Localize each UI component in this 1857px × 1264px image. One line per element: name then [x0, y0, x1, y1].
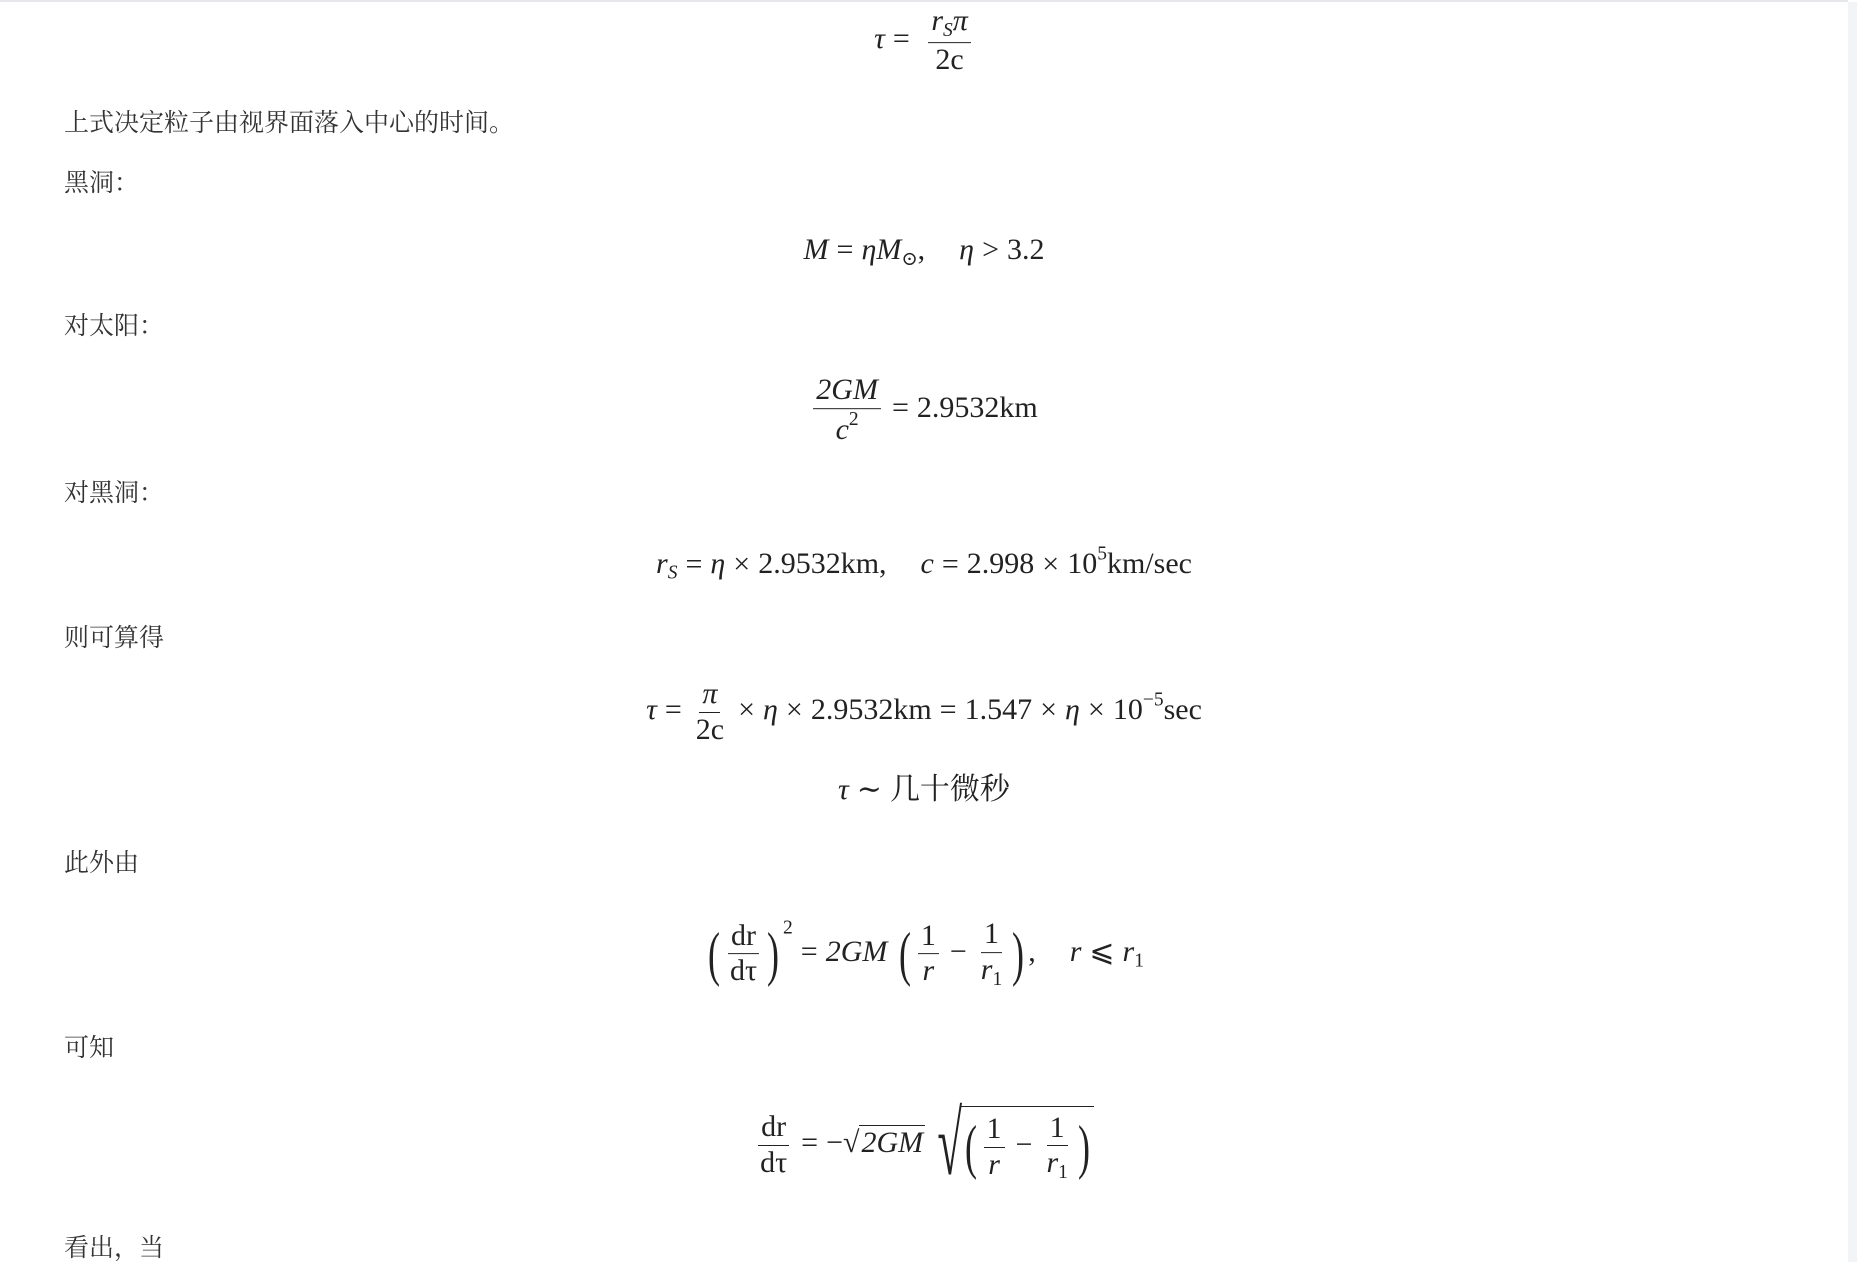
r: r [1069, 934, 1082, 968]
ten: 10 [1112, 692, 1143, 726]
coefficient: 2GM [825, 934, 888, 968]
equation-dr-dtau [64, 1095, 1784, 1194]
label-for-black-hole: 对黑洞： [64, 478, 165, 507]
times: × [1040, 692, 1058, 726]
fraction [918, 919, 939, 989]
r: r [1122, 934, 1135, 968]
fraction [978, 917, 1005, 991]
denominator: dτ [730, 954, 758, 988]
tau: τ [646, 692, 657, 726]
minus: − [826, 1125, 844, 1159]
left-paren: ( [898, 920, 911, 987]
M: M [803, 233, 829, 267]
equals: = [941, 546, 959, 580]
equation-dr-dtau-squared [64, 917, 1784, 991]
numerator: 2GM [813, 373, 881, 409]
similar: ∼ [856, 773, 882, 806]
less-equal: ⩽ [1089, 934, 1115, 968]
equation-tau-value [64, 677, 1784, 747]
numerator: dr [728, 919, 759, 955]
right-paren: ) [1012, 920, 1025, 987]
fraction [1043, 1111, 1070, 1185]
exponent: 5 [1097, 543, 1107, 565]
value: 2.9532km [810, 692, 932, 726]
value: 2.9532km, [758, 546, 887, 580]
equals: = [939, 692, 957, 726]
greater-than: > [982, 233, 999, 267]
subscript: 1 [1134, 950, 1144, 972]
times: × [1042, 546, 1060, 580]
right-paren: ) [767, 920, 780, 987]
equation-tau-fall-time [64, 4, 1784, 78]
times: × [1087, 692, 1105, 726]
value: 1.547 [964, 692, 1033, 726]
equals: = [892, 21, 910, 55]
unit: km/sec [1106, 546, 1192, 580]
label-black-hole: 黑洞： [64, 168, 140, 197]
value: 2.9532km [916, 390, 1038, 424]
numerator: 1 [918, 919, 939, 955]
equals: = [685, 546, 703, 580]
equals: = [801, 1125, 819, 1159]
label-for-sun: 对太阳： [64, 311, 165, 340]
equals: = [891, 390, 909, 424]
M: M [876, 233, 902, 267]
label-furthermore: 此外由 [64, 848, 140, 877]
numerator: 1 [1047, 1111, 1068, 1147]
c: c [920, 546, 934, 580]
fraction [813, 373, 881, 447]
times: × [738, 692, 756, 726]
r: r [656, 546, 668, 580]
pi: π [952, 4, 968, 38]
equals: = [800, 934, 818, 968]
paragraph-when: 看出，当 [64, 1233, 165, 1262]
r: r [1046, 1146, 1059, 1180]
tau: τ [874, 21, 885, 55]
r: r [931, 4, 944, 38]
right-paren: ) [1077, 1114, 1090, 1181]
subscript: S [667, 562, 678, 584]
subscript: 1 [992, 968, 1003, 990]
numerator: dr [758, 1110, 789, 1146]
value: 2.998 [966, 546, 1035, 580]
value: 3.2 [1006, 233, 1045, 267]
paragraph-fall-time: 上式决定粒子由视界面落入中心的时间。 [64, 108, 515, 137]
exponent: 2 [848, 408, 859, 430]
equation-tau-approx [64, 764, 1784, 808]
radicand [961, 1106, 1094, 1185]
denominator: dτ [760, 1145, 788, 1179]
left-paren: ( [964, 1114, 977, 1181]
vertical-scrollbar[interactable] [1848, 2, 1857, 1262]
minus: − [1015, 1128, 1033, 1162]
exponent: −5 [1142, 689, 1164, 711]
denominator: 2c [935, 43, 964, 77]
comma: , [1028, 934, 1036, 968]
numerator: 1 [984, 1112, 1005, 1148]
equation-rs-and-c [64, 543, 1784, 584]
equals: = [836, 233, 854, 267]
label-then-compute: 则可算得 [64, 623, 165, 652]
sqrt-icon: √ [937, 1095, 963, 1194]
subscript: 1 [1058, 1161, 1068, 1183]
equals: = [664, 692, 682, 726]
sun-symbol: ⊙ [901, 248, 918, 270]
coefficient: 2GM [861, 1125, 924, 1159]
equation-sun-schwarzschild [64, 373, 1784, 447]
denominator: 2c [695, 712, 725, 746]
numerator: π [699, 677, 720, 713]
eta: η [763, 692, 778, 726]
label-thus: 可知 [64, 1033, 115, 1062]
left-paren: ( [708, 920, 721, 987]
unit: sec [1163, 692, 1202, 726]
numerator: 1 [981, 917, 1002, 953]
eta: η [1065, 692, 1080, 726]
equation-black-hole-mass [64, 233, 1784, 271]
fraction [984, 1112, 1005, 1182]
times: × [785, 692, 803, 726]
tau: τ [838, 773, 849, 806]
denominator: r [922, 954, 935, 988]
times: × [733, 546, 751, 580]
eta: η [959, 233, 975, 267]
ten: 10 [1067, 546, 1098, 580]
fraction [757, 1110, 790, 1180]
eta: η [710, 546, 726, 580]
subscript: S [943, 19, 953, 41]
comma: , [917, 233, 926, 267]
fraction [928, 4, 970, 78]
sqrt-icon: √ [843, 1125, 860, 1159]
exponent: 2 [783, 917, 793, 939]
eta: η [861, 233, 877, 267]
top-border [0, 0, 1848, 2]
c: c [835, 412, 849, 446]
text: 几十微秒 [889, 773, 1010, 806]
fraction [727, 919, 760, 989]
r: r [980, 952, 993, 986]
minus: − [949, 934, 967, 968]
denominator: r [988, 1147, 1000, 1181]
fraction [693, 677, 727, 747]
